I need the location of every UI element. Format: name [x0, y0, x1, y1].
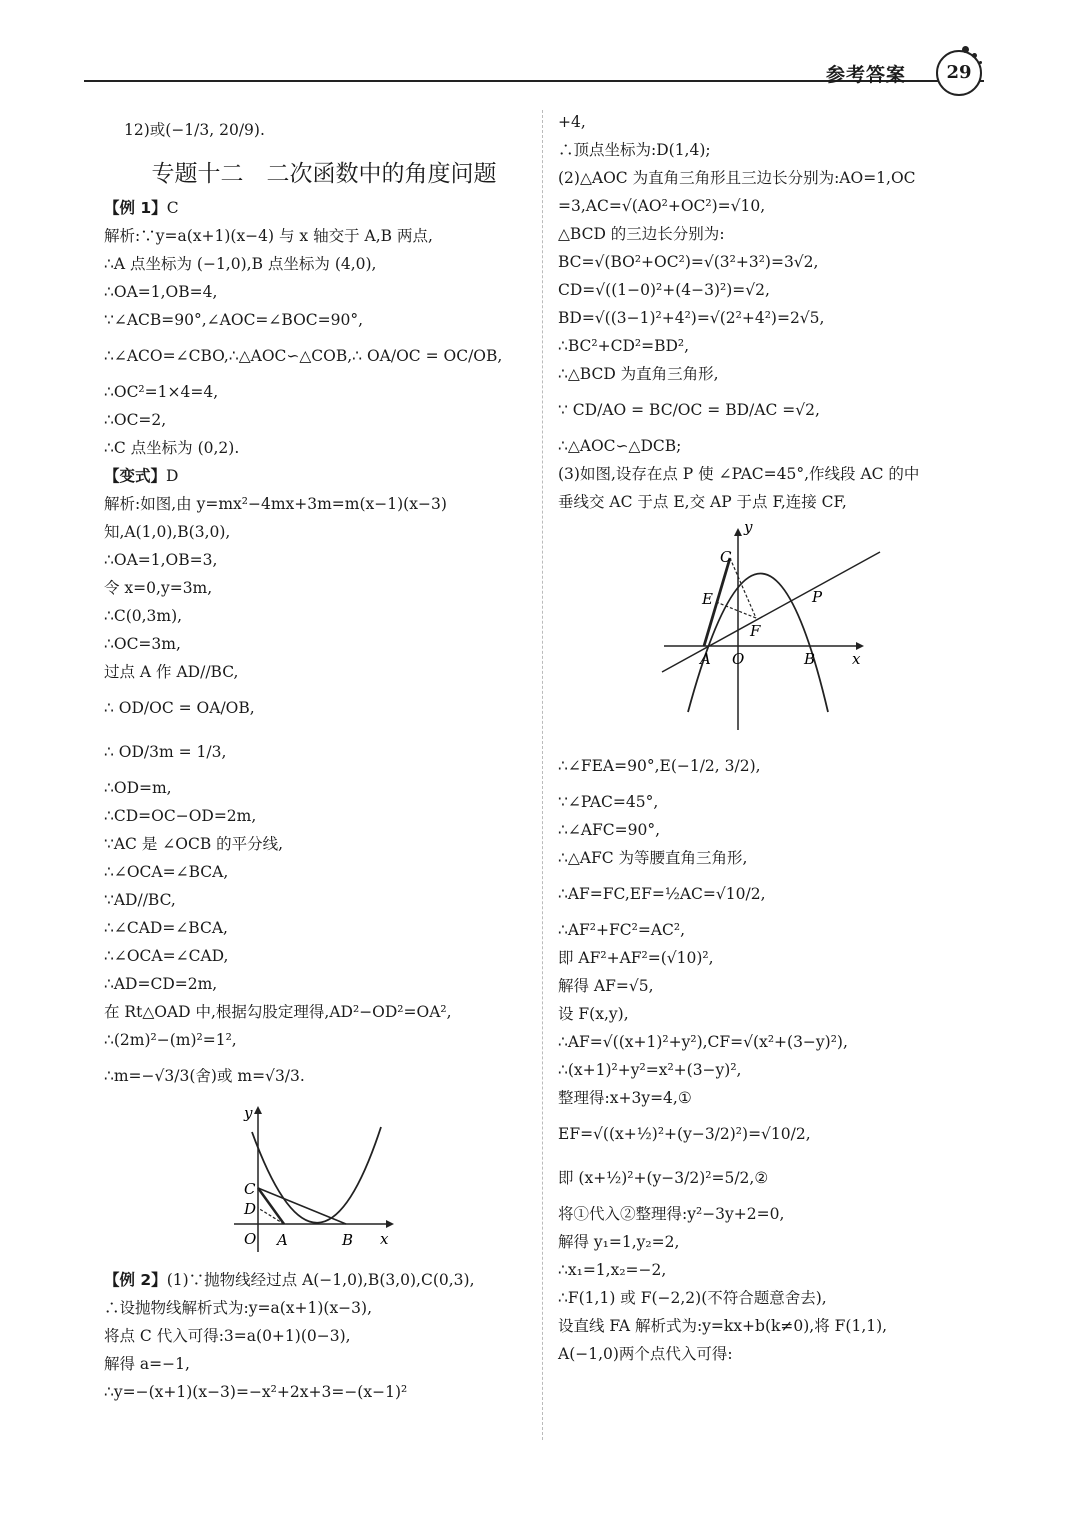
label-c: C: [720, 548, 732, 566]
solution-line: A(−1,0)两个点代入可得:: [558, 1345, 733, 1363]
solution-line: CD=√((1−0)²+(4−3)²)=√2,: [558, 281, 770, 299]
solution-line: BC=√(BO²+OC²)=√(3²+3²)=3√2,: [558, 253, 819, 271]
example-2-line: 解得 a=−1,: [104, 1355, 190, 1373]
x-axis-arrow-icon: [386, 1220, 394, 1228]
variant-line: ∴∠OCA=∠CAD,: [104, 947, 229, 965]
label-f: F: [750, 622, 761, 640]
variant-line: ∴OA=1,OB=3,: [104, 551, 218, 569]
example-1-line: ∵∠ACB=90°,∠AOC=∠BOC=90°,: [104, 311, 364, 329]
label-y: y: [744, 520, 753, 536]
header-title: 参考答案: [826, 64, 907, 86]
label-e: E: [702, 590, 713, 608]
variant-line: ∵AD//BC,: [104, 891, 176, 909]
badge-dot-icon: [972, 53, 977, 58]
solution-line: =3,AC=√(AO²+OC²)=√10,: [558, 197, 766, 215]
variant-heading: [104, 462, 524, 490]
y-axis-arrow-icon: [734, 528, 742, 536]
example-1-line: ∴C 点坐标为 (0,2).: [104, 439, 240, 457]
example-1-line: ∴OC=2,: [104, 411, 167, 429]
variant-line: ∴ OD/3m = 1/3,: [104, 743, 227, 761]
variant-answer: D: [166, 467, 179, 485]
solution-line: 即 AF²+AF²=(√10)²,: [558, 949, 714, 967]
example-2-line: (1)∵抛物线经过点 A(−1,0),B(3,0),C(0,3),: [166, 1271, 475, 1289]
solution-line: ∴△AFC 为等腰直角三角形,: [558, 849, 748, 867]
example-1-answer: C: [166, 199, 179, 217]
solution-line: +4,: [558, 113, 586, 131]
label-p: P: [812, 588, 823, 606]
solution-line: 即 (x+½)²+(y−3/2)²=5/2,②: [558, 1169, 769, 1187]
solution-line: ∵∠PAC=45°,: [558, 793, 659, 811]
variant-line: ∴∠OCA=∠BCA,: [104, 863, 229, 881]
solution-line: (2)△AOC 为直角三角形且三边长分别为:AO=1,OC: [558, 169, 916, 187]
right-column: [558, 108, 998, 1368]
example-2-line: ∴设抛物线解析式为:y=a(x+1)(x−3),: [104, 1299, 373, 1317]
badge-dot-icon: [979, 61, 982, 64]
y-axis-arrow-icon: [254, 1106, 262, 1114]
label-o: O: [244, 1230, 257, 1248]
example-1-tag: 【例 1】: [104, 199, 167, 217]
solution-line: ∴顶点坐标为:D(1,4);: [558, 141, 711, 159]
section-title: 专题十二 二次函数中的角度问题: [151, 161, 497, 187]
variant-line: 解析:如图,由 y=mx²−4mx+3m=m(x−1)(x−3): [104, 495, 447, 513]
label-b: B: [342, 1231, 354, 1249]
solution-line: ∴△BCD 为直角三角形,: [558, 365, 719, 383]
solution-line: ∴AF=√((x+1)²+y²),CF=√(x²+(3−y)²),: [558, 1033, 848, 1051]
example-1-line: ∴OC²=1×4=4,: [104, 383, 219, 401]
solution-line: 垂线交 AC 于点 E,交 AP 于点 F,连接 CF,: [558, 493, 847, 511]
variant-line: ∴OD=m,: [104, 779, 172, 797]
example-1-heading: [104, 194, 524, 222]
label-b: B: [804, 650, 816, 668]
variant-line: ∵AC 是 ∠OCB 的平分线,: [104, 835, 284, 853]
variant-line: 在 Rt△OAD 中,根据勾股定理得,AD²−OD²=OA²,: [104, 1003, 452, 1021]
variant-line: 过点 A 作 AD//BC,: [104, 663, 239, 681]
solution-line: ∴BC²+CD²=BD²,: [558, 337, 690, 355]
label-x: x: [380, 1230, 389, 1248]
part3-figure: [558, 520, 998, 740]
example-2-line: 将点 C 代入可得:3=a(0+1)(0−3),: [104, 1327, 351, 1345]
variant-line: ∴OC=3m,: [104, 635, 181, 653]
example-1-line: ∴A 点坐标为 (−1,0),B 点坐标为 (4,0),: [104, 255, 377, 273]
x-axis-arrow-icon: [856, 642, 864, 650]
variant-line: ∴CD=OC−OD=2m,: [104, 807, 257, 825]
solution-line: EF=√((x+½)²+(y−3/2)²)=√10/2,: [558, 1125, 811, 1143]
solution-line: 设直线 FA 解析式为:y=kx+b(k≠0),将 F(1,1),: [558, 1317, 888, 1335]
label-x: x: [852, 650, 861, 668]
example-2-heading: [104, 1266, 524, 1294]
variant-figure: [104, 1102, 524, 1262]
label-o: O: [732, 650, 745, 668]
solution-line: 解得 y₁=1,y₂=2,: [558, 1233, 680, 1251]
segment-cf: [730, 558, 756, 618]
solution-line: BD=√((3−1)²+4²)=√(2²+4²)=2√5,: [558, 309, 825, 327]
left-column: [104, 108, 524, 1406]
variant-line: 令 x=0,y=3m,: [104, 579, 213, 597]
solution-line: 解得 AF=√5,: [558, 977, 654, 995]
example-1-line: 解析:∵y=a(x+1)(x−4) 与 x 轴交于 A,B 两点,: [104, 227, 433, 245]
badge-dot-icon: [962, 46, 969, 53]
column-divider: [542, 110, 543, 1440]
solution-line: 将①代入②整理得:y²−3y+2=0,: [558, 1205, 785, 1223]
example-2-line: ∴y=−(x+1)(x−3)=−x²+2x+3=−(x−1)²: [104, 1383, 408, 1401]
solution-line: 整理得:x+3y=4,①: [558, 1089, 692, 1107]
solution-line: △BCD 的三边长分别为:: [558, 225, 725, 243]
label-d: D: [244, 1200, 257, 1218]
page-number: 29: [946, 62, 972, 83]
solution-line: (3)如图,设存在点 P 使 ∠PAC=45°,作线段 AC 的中: [558, 465, 920, 483]
variant-line: ∴(2m)²−(m)²=1²,: [104, 1031, 237, 1049]
variant-line: ∴m=−√3/3(舍)或 m=√3/3.: [104, 1067, 305, 1085]
example-1-line: ∴∠ACO=∠CBO,∴△AOC∽△COB,∴ OA/OC = OC/OB,: [104, 347, 503, 365]
example-2-tag: 【例 2】: [104, 1271, 167, 1289]
solution-line: ∴AF=FC,EF=½AC=√10/2,: [558, 885, 766, 903]
solution-line: ∴F(1,1) 或 F(−2,2)(不符合题意舍去),: [558, 1289, 827, 1307]
solution-line: ∴△AOC∽△DCB;: [558, 437, 682, 455]
solution-line: ∴(x+1)²+y²=x²+(3−y)²,: [558, 1061, 742, 1079]
example-1-line: ∴OA=1,OB=4,: [104, 283, 218, 301]
variant-line: ∴∠CAD=∠BCA,: [104, 919, 228, 937]
solution-line: ∴AF²+FC²=AC²,: [558, 921, 686, 939]
label-a: A: [700, 650, 711, 668]
variant-line: 知,A(1,0),B(3,0),: [104, 523, 231, 541]
solution-line: ∴∠AFC=90°,: [558, 821, 661, 839]
solution-line: ∴∠FEA=90°,E(−1/2, 3/2),: [558, 757, 761, 775]
solution-line: 设 F(x,y),: [558, 1005, 629, 1023]
variant-line: ∴AD=CD=2m,: [104, 975, 218, 993]
label-c: C: [244, 1180, 256, 1198]
segment-ad: [258, 1208, 284, 1224]
label-a: A: [277, 1231, 288, 1249]
variant-line: ∴C(0,3m),: [104, 607, 183, 625]
label-y: y: [244, 1104, 253, 1122]
continued-answer: 12)或(−1/3, 20/9).: [124, 121, 265, 139]
variant-line: ∴ OD/OC = OA/OB,: [104, 699, 255, 717]
variant-tag: 【变式】: [104, 467, 167, 485]
solution-line: ∵ CD/AO = BC/OC = BD/AC =√2,: [558, 401, 820, 419]
line-ap: [662, 552, 880, 672]
solution-line: ∴x₁=1,x₂=−2,: [558, 1261, 667, 1279]
